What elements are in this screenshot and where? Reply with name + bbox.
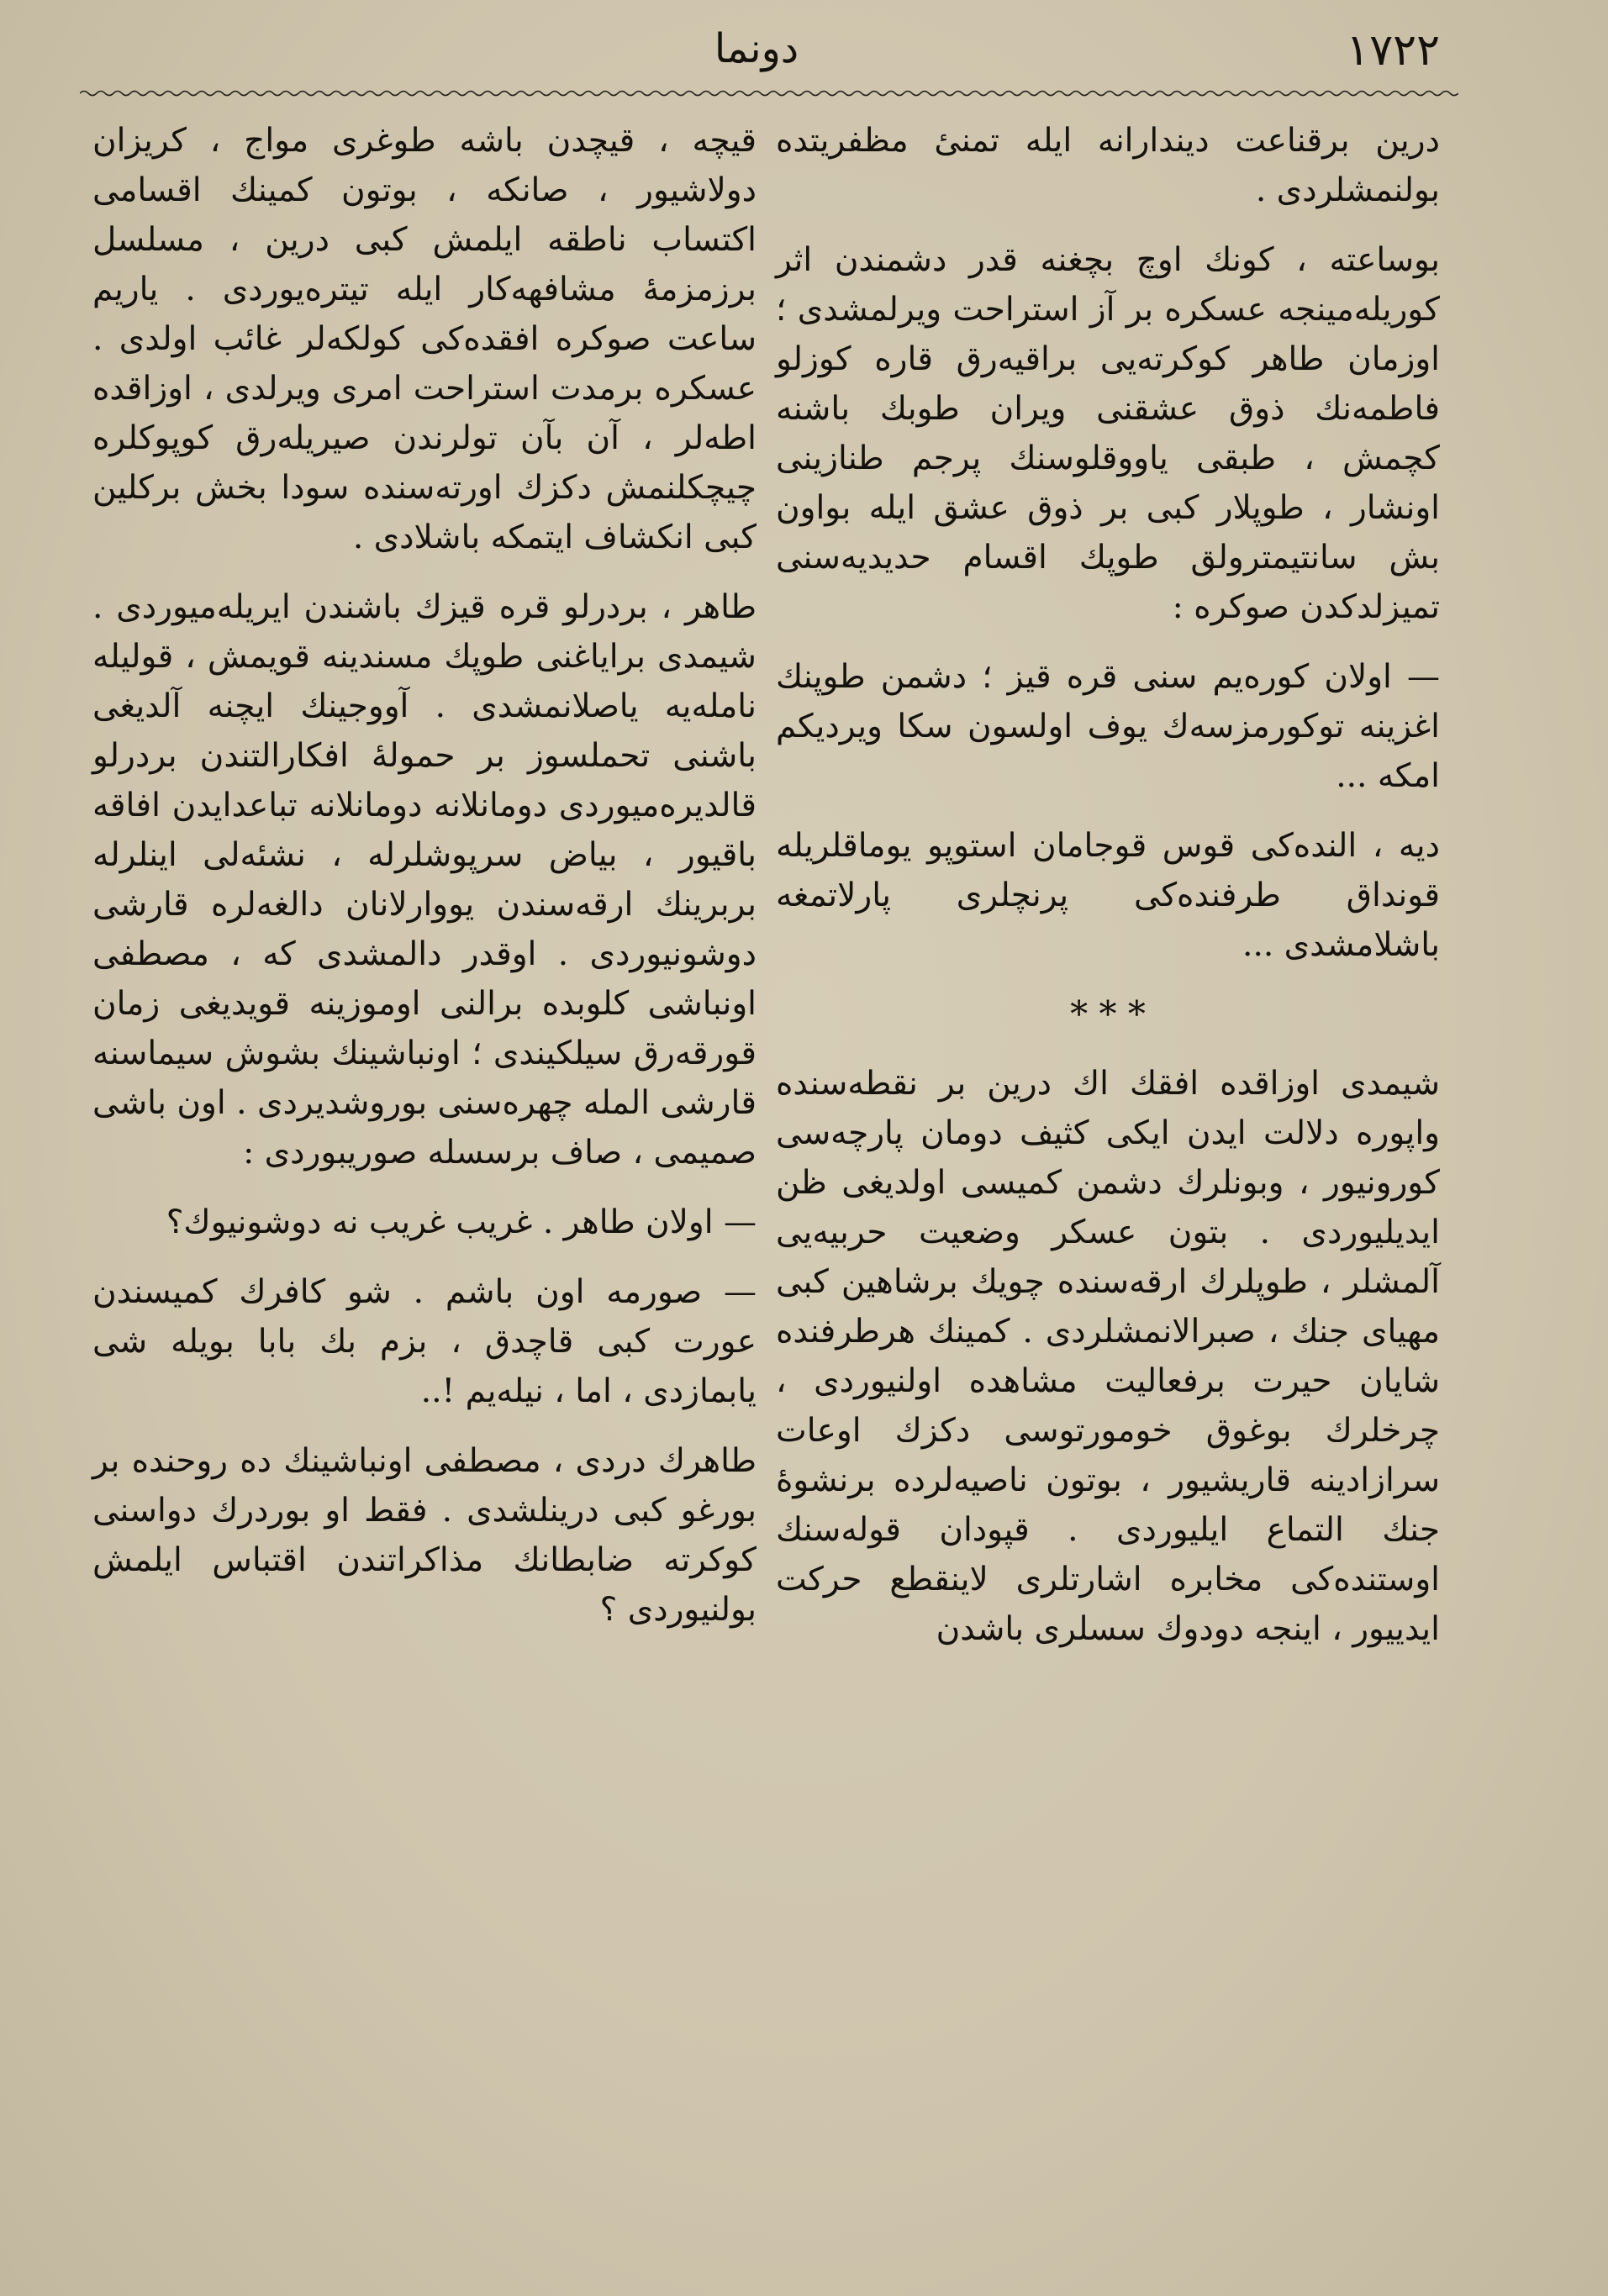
paragraph: طاهر ، بردرلو قره قیزك باشندن ایریله‌میوردی . شیمدی برایاغنی طوپك مسندینه قویمش ، قولیله نامله‌یه یاصلانمشدی . آووجینك ایچنه آلدیغی باشنی تحملسوز بر حمولهٔ افکارالتندن بردرلو قالدیره‌میوردی دومانلانه دومانلانه تباعدایدن افاقه باقیور ، بیاض سرپوشلرله ، نشئه‌لی اینلرله بربرینك ارقه‌سندن یووارلانان دالغه‌لره قارشی دوشونیوردی . اوقدر دالمشدی که ، مصطفی اونباشی کلوبده برالنی اوموزینه قویدیغی زمان قورقه‌رق سیلکیندی ؛ اونباشینك بشوش سیماسنه قارشی الملە چهره‌سنی بوروشدیردی . اون باشی صمیمی ، صاف برسسله صوریبوردی : (92, 588, 757, 1172)
paragraph: قیچه ، قیچدن باشه طوغری مواج ، کریزان دولاشیور ، صانکه ، بوتون کمینك اقسامی اکتساب ناطقه ایلمش کبی درین ، مسلسل برزمزمهٔ مشافهه‌کار ایله تیتره‌یوردی . یاریم ساعت صوکره افقده‌کی کولکه‌لر غائب اولدی . عسکره برمدت استراحت امری ویرلدی ، اوزاقده اطه‌لر ، آن بآن تولرندن صیریله‌رق کوپوکلره چیچکلنمش دکزك اورته‌سنده سودا بخش برکلین کبی انکشاف ایتمکه باشلادی . (92, 122, 757, 556)
running-title: دونما (714, 25, 799, 72)
paragraph: دیه ، الندەکی قوس قوجامان استوپو یوماقلریله قونداق طرفنده‌کی پرنچلری پارلاتمغه باشلامشدی ... (776, 827, 1440, 964)
paragraph: — اولان کوره‌یم سنی قره قیز ؛ دشمن طوپنك اغزینه توکورمزسه‌ك یوف اولسون سکا ویردیکم امکه ... (776, 658, 1440, 795)
page-number: ۱۷۲۲ (1346, 25, 1440, 76)
dialogue-line: — اولان طاهر . غریب غریب نه دوشونیوك؟ (166, 1203, 757, 1241)
column-gutter (775, 116, 776, 2234)
dialogue-line: — صورمه اون باشم . شو کافرك کمیسندن عورت کبی قاچدق ، بزم بك بابا بویله شی یابمازدی ، اما ، نیلەیم !.. (92, 1273, 757, 1410)
header-rule (80, 87, 1458, 99)
section-separator: * * * (1070, 993, 1146, 1035)
paragraph: بوساعته ، کونك اوچ بچغنه قدر دشمندن اثر کوریله‌مینجه عسکره بر آز استراحت ویرلمشدی ؛ اوزمان طاهر کوکرته‌یی براقیه‌رق قاره کوزلو فاطمه‌نك ذوق عشقنی ویران طوبك باشنه کچمش ، طبقی یاووقلوسنك پرجم طنازینی اونشار ، طوپلار کبی بر ذوق عشق ایله بواون بش سانتیمترولق طوپك اقسام حدیدیه‌سنی تمیزلدکدن صوکره : (776, 241, 1440, 626)
paragraph: طاهرك دردی ، مصطفی اونباشینك ده روحنده بر بورغو کبی درینلشدی . فقط او بوردرك دواسنی کوکرته ضابطانك مذاکراتندن اقتباس ایلمش بولنیوردی ؟ (92, 1442, 757, 1629)
paragraph: درین برقناعت دیندارانه ایله تمنیٔ مظفریتده بولنمشلردی . (776, 122, 1440, 209)
paragraph: شیمدی اوزاقده افقك اك درین بر نقطه‌سنده واپوره دلالت ایدن ایکی کثیف دومان پارچه‌سی کورونیور ، وبونلرك دشمن کمیسی اولدیغی ظن ایدیلیوردی . بتون عسکر وضعیت حربیه‌یی آلمشلر ، طوپلرك ارقه‌سنده چویك برشاهین کبی مهیای جنك ، صبرالانمشلردی . کمینك هرطرفنده شایان حیرت برفعالیت مشاهده اولنیوردی ، چرخلرك بوغوق خومورتوسی دکزك اوعات سرازادینه قاریشیور ، بوتون ناصیه‌لرده برنشوهٔ جنك التماع ایلیوردی . قپودان قوله‌سنك اوستنده‌کی مخابره اشارتلری لاینقطع حرکت ایدییور ، اینجه دودوك سسلری باشدن (776, 1065, 1440, 1648)
right-column (776, 116, 1440, 1674)
left-column (92, 116, 757, 1655)
